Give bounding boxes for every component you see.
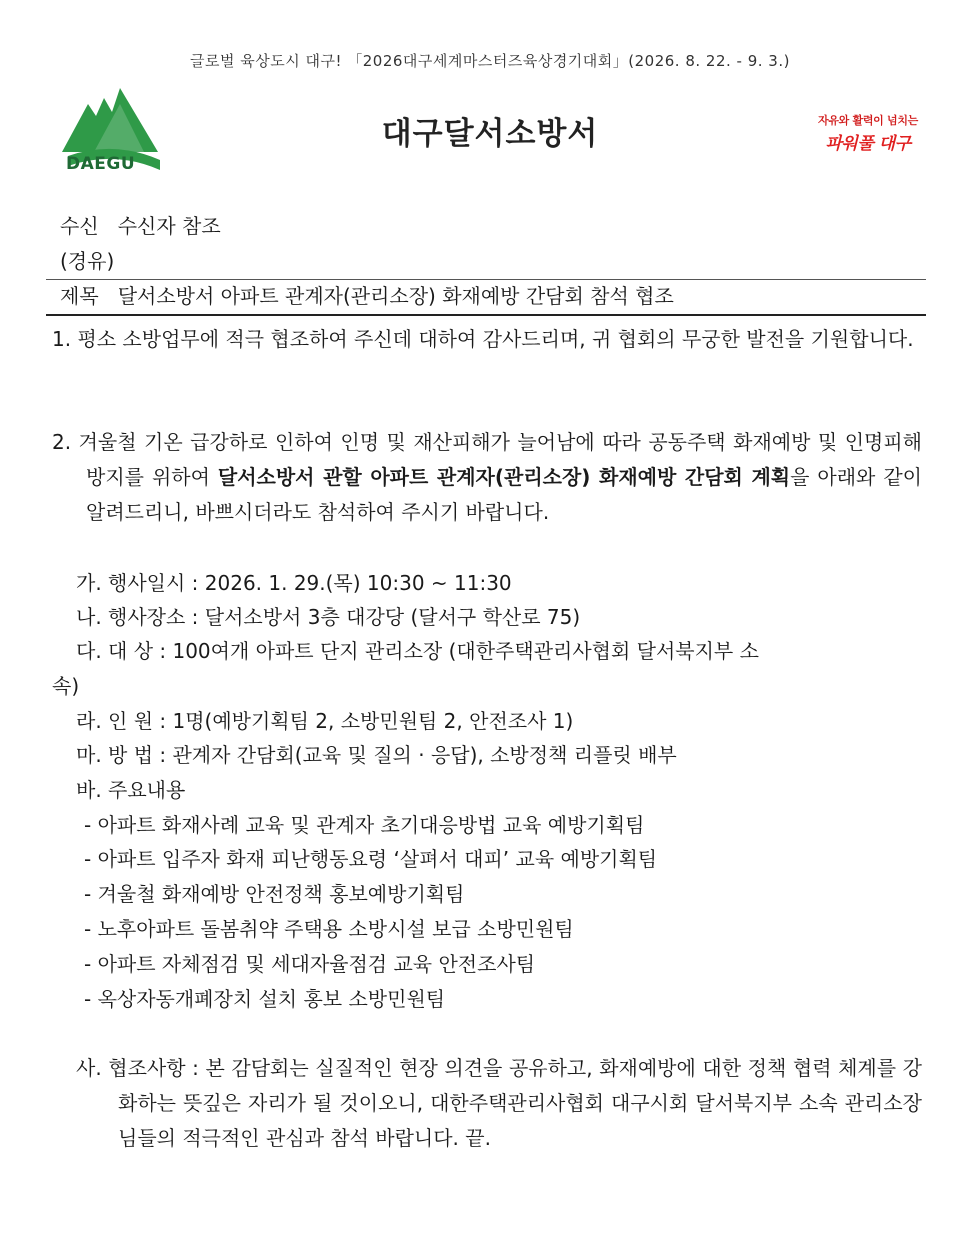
paragraph-2-emphasis: 달서소방서 관할 아파트 관계자(관리소장) 화재예방 간담회 계획 bbox=[217, 465, 791, 489]
header-slogan: 글로벌 육상도시 대구! 「2026대구세계마스터즈육상경기대회」(2026. 8. 22. - 9. 3.) bbox=[190, 52, 790, 70]
list-item: - 겨울철 화재예방 안전정책 홍보예방기획팀 bbox=[84, 882, 465, 906]
logo-text: DAEGU bbox=[66, 154, 136, 174]
via-row: (경유) bbox=[60, 249, 115, 273]
list-item: - 아파트 자체점검 및 세대자율점검 교육 안전조사팀 bbox=[84, 952, 536, 976]
recipient-value: 수신자 참조 bbox=[117, 214, 221, 238]
subject-value: 달서소방서 아파트 관계자(관리소장) 화재예방 간담회 참석 협조 bbox=[117, 284, 674, 308]
divider bbox=[46, 279, 926, 280]
list-item: - 아파트 화재사례 교육 및 관계자 초기대응방법 교육 예방기획팀 bbox=[84, 813, 645, 837]
paragraph-1: 1. 평소 소방업무에 적극 협조하여 주신데 대하여 감사드리며, 귀 협회의 무궁한 발전을 기원합니다. bbox=[52, 327, 914, 351]
list-item: - 아파트 입주자 화재 피난행동요령 ‘살펴서 대피’ 교육 예방기획팀 bbox=[84, 847, 658, 871]
divider-thick bbox=[46, 314, 926, 316]
paragraph-2-text: 2. 겨울철 기온 급강하로 인하여 인명 및 재산피해가 늘어남에 따라 공동주택 화재예방 및 인명피해 방지를 위하여 bbox=[52, 430, 922, 489]
subject-label: 제목 bbox=[60, 284, 99, 308]
closing-paragraph: 사. 협조사항 : 본 감담회는 실질적인 현장 의견을 공유하고, 화재예방에 대한 정책 협력 체계를 강화하는 뜻깊은 자리가 될 것이오니, 대한주택관리사협회 대구시회 달서북지부 소속 관리소장님들의 적극적인 관심과 참석 바랍니다. 끝. bbox=[76, 1056, 922, 1150]
subject-row bbox=[60, 281, 674, 311]
paragraph-2-text-end: 을 아래와 같이 알려드리니, 바쁘시더라도 참석하여 주시기 바랍니다. bbox=[86, 465, 922, 524]
brand-tagline: 자유와 활력이 넘치는 bbox=[818, 114, 918, 127]
organization-title: 대구달서소방서 bbox=[381, 116, 599, 152]
list-item: - 노후아파트 돌봄취약 주택용 소방시설 보급 소방민원팀 bbox=[84, 917, 574, 941]
item-method: 마. 방 법 : 관계자 간담회(교육 및 질의 · 응답), 소방정책 리플릿 배부 bbox=[76, 743, 677, 767]
item-place: 나. 행사장소 : 달서소방서 3층 대강당 (달서구 학산로 75) bbox=[76, 605, 581, 629]
item-target: 다. 대 상 : 100여개 아파트 단지 관리소장 (대한주택관리사협회 달서북지부 소 bbox=[76, 639, 759, 663]
recipient-row bbox=[60, 211, 221, 241]
brand-name: 파워풀 대구 bbox=[825, 134, 911, 154]
item-target-cont: 속) bbox=[52, 674, 80, 698]
paragraph-2 bbox=[52, 425, 922, 530]
recipient-label: 수신 bbox=[60, 214, 99, 238]
item-date: 가. 행사일시 : 2026. 1. 29.(목) 10:30 ~ 11:30 bbox=[76, 571, 512, 595]
brand-mark bbox=[808, 112, 928, 154]
list-item: - 옥상자동개폐장치 설치 홍보 소방민원팀 bbox=[84, 987, 446, 1011]
item-attendees: 라. 인 원 : 1명(예방기획팀 2, 소방민원팀 2, 안전조사 1) bbox=[76, 709, 574, 733]
item-contents-heading: 바. 주요내용 bbox=[76, 778, 186, 802]
